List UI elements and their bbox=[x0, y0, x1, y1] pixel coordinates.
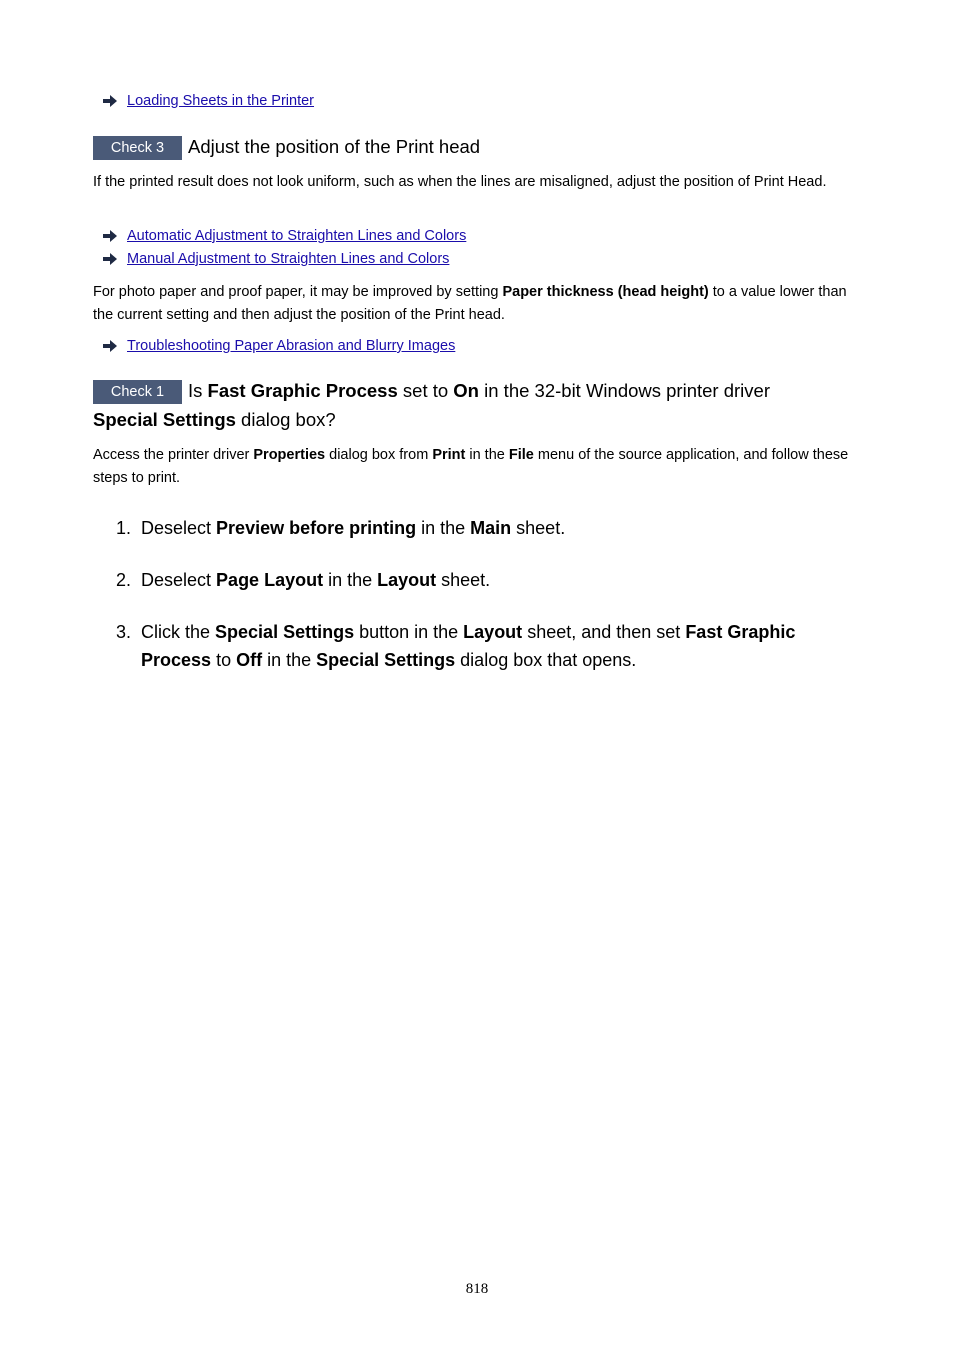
auto-adjust-link[interactable]: Automatic Adjustment to Straighten Lines and Colors bbox=[127, 228, 467, 244]
check-1-title-line-1: Is Fast Graphic Process set to On in the 32-bit Windows printer driver bbox=[188, 380, 770, 401]
check-3-paragraph-1: If the printed result does not look uniform, such as when the lines are misaligned, adjust the position of Print Head. bbox=[93, 174, 827, 190]
step-2: 2. Deselect Page Layout in the Layout sheet. bbox=[116, 566, 836, 594]
right-arrow-icon bbox=[103, 230, 117, 242]
check-3-paragraph-2: For photo paper and proof paper, it may be improved by setting Paper thickness (head height) to a value lower than the current setting and then adjust the position of the Print head. bbox=[93, 284, 847, 323]
troubleshooting-link[interactable]: Troubleshooting Paper Abrasion and Blurry Images bbox=[127, 338, 456, 354]
manual-adjust-link[interactable]: Manual Adjustment to Straighten Lines and Colors bbox=[127, 251, 450, 267]
check-1-paragraph: Access the printer driver Properties dialog box from Print in the File menu of the source application, and follow these steps to print. bbox=[93, 447, 849, 486]
step-number: 3. bbox=[116, 622, 132, 642]
step-3: 3. Click the Special Settings button in the Layout sheet, and then set Fast Graphic Process to Off in the Special Settings dialog box that opens. bbox=[116, 618, 836, 674]
check-3-badge: Check 3 bbox=[93, 136, 182, 160]
right-arrow-icon bbox=[103, 340, 117, 352]
loading-sheets-link[interactable]: Loading Sheets in the Printer bbox=[127, 93, 315, 109]
right-arrow-icon bbox=[103, 95, 117, 107]
check-3-title: Adjust the position of the Print head bbox=[188, 136, 481, 157]
page-number: 818 bbox=[465, 1281, 489, 1297]
link-item-troubleshooting[interactable] bbox=[103, 336, 455, 356]
check-1-title-line-2: Special Settings dialog box? bbox=[93, 409, 336, 430]
right-arrow-icon bbox=[103, 253, 117, 265]
check-1-badge: Check 1 bbox=[93, 380, 182, 404]
link-item-manual-adjust[interactable] bbox=[103, 249, 449, 269]
step-number: 1. bbox=[116, 518, 132, 538]
link-item-auto-adjust[interactable] bbox=[103, 226, 466, 246]
step-1: 1. Deselect Preview before printing in the Main sheet. bbox=[116, 514, 836, 542]
link-item-loading-sheets[interactable] bbox=[103, 91, 314, 111]
step-number: 2. bbox=[116, 570, 132, 590]
